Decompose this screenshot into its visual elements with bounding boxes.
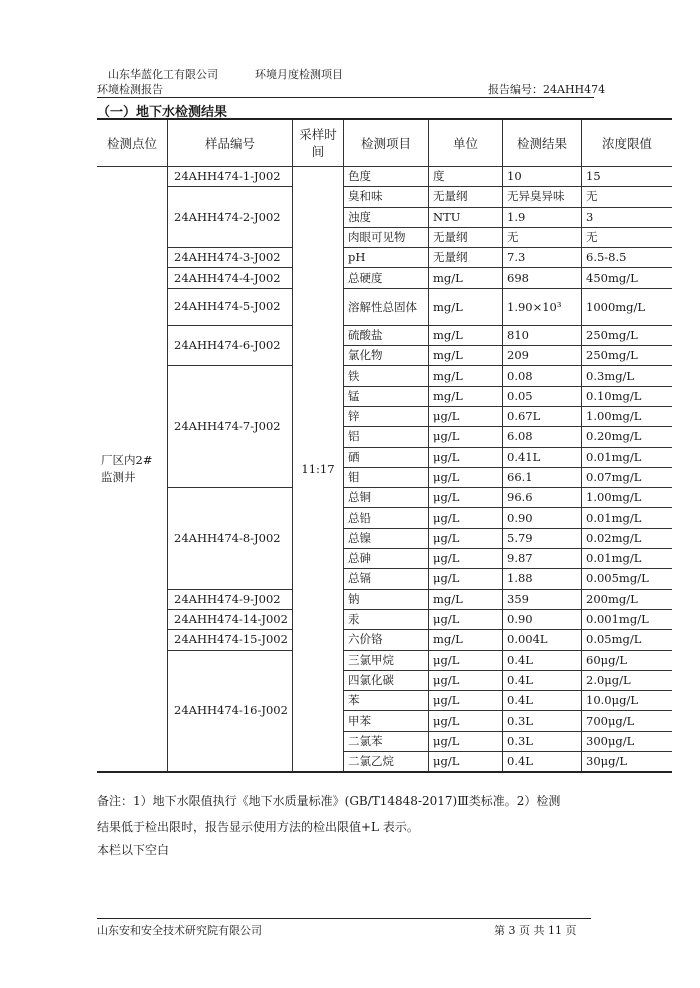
limit-cell: 250mg/L <box>582 346 673 366</box>
col-limit: 浓度限值 <box>582 119 673 167</box>
sample-id-cell: 24AHH474-5-J002 <box>168 288 293 325</box>
sample-id-cell: 24AHH474-3-J002 <box>168 248 293 268</box>
unit-cell: NTU <box>429 207 503 227</box>
limit-cell: 0.01mg/L <box>582 508 673 528</box>
table-row <box>97 609 672 629</box>
item-cell: 浊度 <box>344 207 429 227</box>
item-cell: 六价铬 <box>344 630 429 650</box>
result-cell: 1.88 <box>503 569 582 589</box>
item-cell: 氯化物 <box>344 346 429 366</box>
limit-cell: 0.02mg/L <box>582 528 673 548</box>
report-number: 报告编号：24AHH474 <box>488 83 606 96</box>
result-cell: 0.4L <box>503 752 582 773</box>
sample-id-cell: 24AHH474-9-J002 <box>168 589 293 609</box>
sample-id-cell: 24AHH474-2-J002 <box>168 187 293 248</box>
limit-cell: 2.0μg/L <box>582 670 673 690</box>
table-row <box>97 325 672 345</box>
limit-cell: 250mg/L <box>582 325 673 345</box>
col-unit: 单位 <box>429 119 503 167</box>
result-cell: 1.9 <box>503 207 582 227</box>
report-type: 环境检测报告 <box>97 83 163 96</box>
sample-id-cell: 24AHH474-4-J002 <box>168 268 293 288</box>
item-cell: 甲苯 <box>344 711 429 731</box>
result-cell: 0.05 <box>503 386 582 406</box>
table-header-row <box>97 119 672 167</box>
item-cell: 溶解性总固体 <box>344 288 429 325</box>
result-cell: 0.08 <box>503 366 582 386</box>
limit-cell: 0.05mg/L <box>582 630 673 650</box>
unit-cell: mg/L <box>429 346 503 366</box>
result-cell: 359 <box>503 589 582 609</box>
note-line-2: 结果低于检出限时，报告显示使用方法的检出限值+L 表示。 <box>97 820 419 834</box>
unit-cell: μg/L <box>429 406 503 426</box>
result-cell: 0.67L <box>503 406 582 426</box>
table-row <box>97 187 672 207</box>
sample-id-cell: 24AHH474-16-J002 <box>168 650 293 772</box>
item-cell: 硫酸盐 <box>344 325 429 345</box>
item-cell: 总镉 <box>344 569 429 589</box>
unit-cell: μg/L <box>429 650 503 670</box>
item-cell: 肉眼可见物 <box>344 227 429 247</box>
result-cell: 1.90×10³ <box>503 288 582 325</box>
sample-id-cell: 24AHH474-6-J002 <box>168 325 293 366</box>
item-cell: 三氯甲烷 <box>344 650 429 670</box>
unit-cell: μg/L <box>429 670 503 690</box>
groundwater-results-table <box>97 118 672 773</box>
unit-cell: μg/L <box>429 569 503 589</box>
unit-cell: μg/L <box>429 508 503 528</box>
unit-cell: 无量纲 <box>429 187 503 207</box>
result-cell: 698 <box>503 268 582 288</box>
item-cell: 总砷 <box>344 549 429 569</box>
location-cell: 厂区内2#监测井 <box>97 167 168 773</box>
result-cell: 9.87 <box>503 549 582 569</box>
result-cell: 0.41L <box>503 447 582 467</box>
unit-cell: μg/L <box>429 731 503 751</box>
table-row <box>97 488 672 508</box>
limit-cell: 300μg/L <box>582 731 673 751</box>
table-row <box>97 630 672 650</box>
item-cell: 四氯化碳 <box>344 670 429 690</box>
item-cell: pH <box>344 248 429 268</box>
item-cell: 钼 <box>344 467 429 487</box>
unit-cell: μg/L <box>429 467 503 487</box>
result-cell: 无 <box>503 227 582 247</box>
company-name: 山东华蓝化工有限公司 <box>108 68 218 81</box>
limit-cell: 0.20mg/L <box>582 427 673 447</box>
footer-rule <box>97 918 591 919</box>
blank-below-note: 本栏以下空白 <box>97 843 170 857</box>
col-sample-time: 采样时间 <box>293 119 344 167</box>
result-cell: 无异臭异味 <box>503 187 582 207</box>
unit-cell: μg/L <box>429 549 503 569</box>
limit-cell: 0.10mg/L <box>582 386 673 406</box>
result-cell: 0.004L <box>503 630 582 650</box>
project-name: 环境月度检测项目 <box>255 68 343 81</box>
table-row <box>97 366 672 386</box>
unit-cell: μg/L <box>429 752 503 773</box>
limit-cell: 200mg/L <box>582 589 673 609</box>
limit-cell: 60μg/L <box>582 650 673 670</box>
result-cell: 5.79 <box>503 528 582 548</box>
limit-cell: 0.001mg/L <box>582 609 673 629</box>
sample-time-cell: 11:17 <box>293 167 344 773</box>
result-cell: 7.3 <box>503 248 582 268</box>
result-cell: 0.3L <box>503 731 582 751</box>
limit-cell: 无 <box>582 227 673 247</box>
unit-cell: mg/L <box>429 630 503 650</box>
unit-cell: μg/L <box>429 488 503 508</box>
header-rule <box>97 97 594 98</box>
unit-cell: μg/L <box>429 447 503 467</box>
limit-cell: 1.00mg/L <box>582 406 673 426</box>
limit-cell: 700μg/L <box>582 711 673 731</box>
limit-cell: 30μg/L <box>582 752 673 773</box>
result-cell: 0.90 <box>503 609 582 629</box>
result-cell: 810 <box>503 325 582 345</box>
unit-cell: mg/L <box>429 288 503 325</box>
result-cell: 0.4L <box>503 670 582 690</box>
limit-cell: 0.005mg/L <box>582 569 673 589</box>
table-row <box>97 288 672 325</box>
item-cell: 总铅 <box>344 508 429 528</box>
result-cell: 0.4L <box>503 691 582 711</box>
table-row <box>97 650 672 670</box>
item-cell: 铁 <box>344 366 429 386</box>
unit-cell: mg/L <box>429 386 503 406</box>
result-cell: 10 <box>503 167 582 187</box>
col-location: 检测点位 <box>97 119 168 167</box>
limit-cell: 1.00mg/L <box>582 488 673 508</box>
unit-cell: mg/L <box>429 366 503 386</box>
limit-cell: 0.01mg/L <box>582 447 673 467</box>
table-row <box>97 248 672 268</box>
limit-cell: 3 <box>582 207 673 227</box>
item-cell: 臭和味 <box>344 187 429 207</box>
page-number: 第 3 页 共 11 页 <box>494 924 577 937</box>
result-cell: 0.4L <box>503 650 582 670</box>
result-cell: 0.90 <box>503 508 582 528</box>
result-cell: 6.08 <box>503 427 582 447</box>
item-cell: 二氯苯 <box>344 731 429 751</box>
sample-id-cell: 24AHH474-14-J002 <box>168 609 293 629</box>
unit-cell: μg/L <box>429 609 503 629</box>
footer-org: 山东安和安全技术研究院有限公司 <box>97 924 262 937</box>
unit-cell: mg/L <box>429 325 503 345</box>
col-result: 检测结果 <box>503 119 582 167</box>
item-cell: 二氯乙烷 <box>344 752 429 773</box>
col-item: 检测项目 <box>344 119 429 167</box>
limit-cell: 0.07mg/L <box>582 467 673 487</box>
item-cell: 钠 <box>344 589 429 609</box>
result-cell: 209 <box>503 346 582 366</box>
item-cell: 铝 <box>344 427 429 447</box>
result-cell: 96.6 <box>503 488 582 508</box>
unit-cell: mg/L <box>429 268 503 288</box>
sample-id-cell: 24AHH474-15-J002 <box>168 630 293 650</box>
unit-cell: 无量纲 <box>429 227 503 247</box>
unit-cell: μg/L <box>429 427 503 447</box>
item-cell: 总铜 <box>344 488 429 508</box>
limit-cell: 450mg/L <box>582 268 673 288</box>
item-cell: 汞 <box>344 609 429 629</box>
limit-cell: 1000mg/L <box>582 288 673 325</box>
unit-cell: μg/L <box>429 711 503 731</box>
item-cell: 锌 <box>344 406 429 426</box>
unit-cell: mg/L <box>429 589 503 609</box>
limit-cell: 6.5-8.5 <box>582 248 673 268</box>
unit-cell: 无量纲 <box>429 248 503 268</box>
sample-id-cell: 24AHH474-8-J002 <box>168 488 293 589</box>
col-sample-id: 样品编号 <box>168 119 293 167</box>
item-cell: 硒 <box>344 447 429 467</box>
limit-cell: 无 <box>582 187 673 207</box>
section-title: （一）地下水检测结果 <box>97 105 228 120</box>
table-row <box>97 589 672 609</box>
limit-cell: 0.01mg/L <box>582 549 673 569</box>
sample-id-cell: 24AHH474-7-J002 <box>168 366 293 488</box>
limit-cell: 15 <box>582 167 673 187</box>
unit-cell: μg/L <box>429 691 503 711</box>
item-cell: 锰 <box>344 386 429 406</box>
sample-id-cell: 24AHH474-1-J002 <box>168 167 293 187</box>
item-cell: 苯 <box>344 691 429 711</box>
limit-cell: 10.0μg/L <box>582 691 673 711</box>
item-cell: 总硬度 <box>344 268 429 288</box>
note-line-1: 备注：1）地下水限值执行《地下水质量标准》(GB/T14848-2017)Ⅲ类标准。2）检测 <box>97 794 561 808</box>
item-cell: 色度 <box>344 167 429 187</box>
unit-cell: μg/L <box>429 528 503 548</box>
result-cell: 0.3L <box>503 711 582 731</box>
item-cell: 总镍 <box>344 528 429 548</box>
limit-cell: 0.3mg/L <box>582 366 673 386</box>
unit-cell: 度 <box>429 167 503 187</box>
result-cell: 66.1 <box>503 467 582 487</box>
table-row <box>97 167 672 187</box>
table-row <box>97 268 672 288</box>
